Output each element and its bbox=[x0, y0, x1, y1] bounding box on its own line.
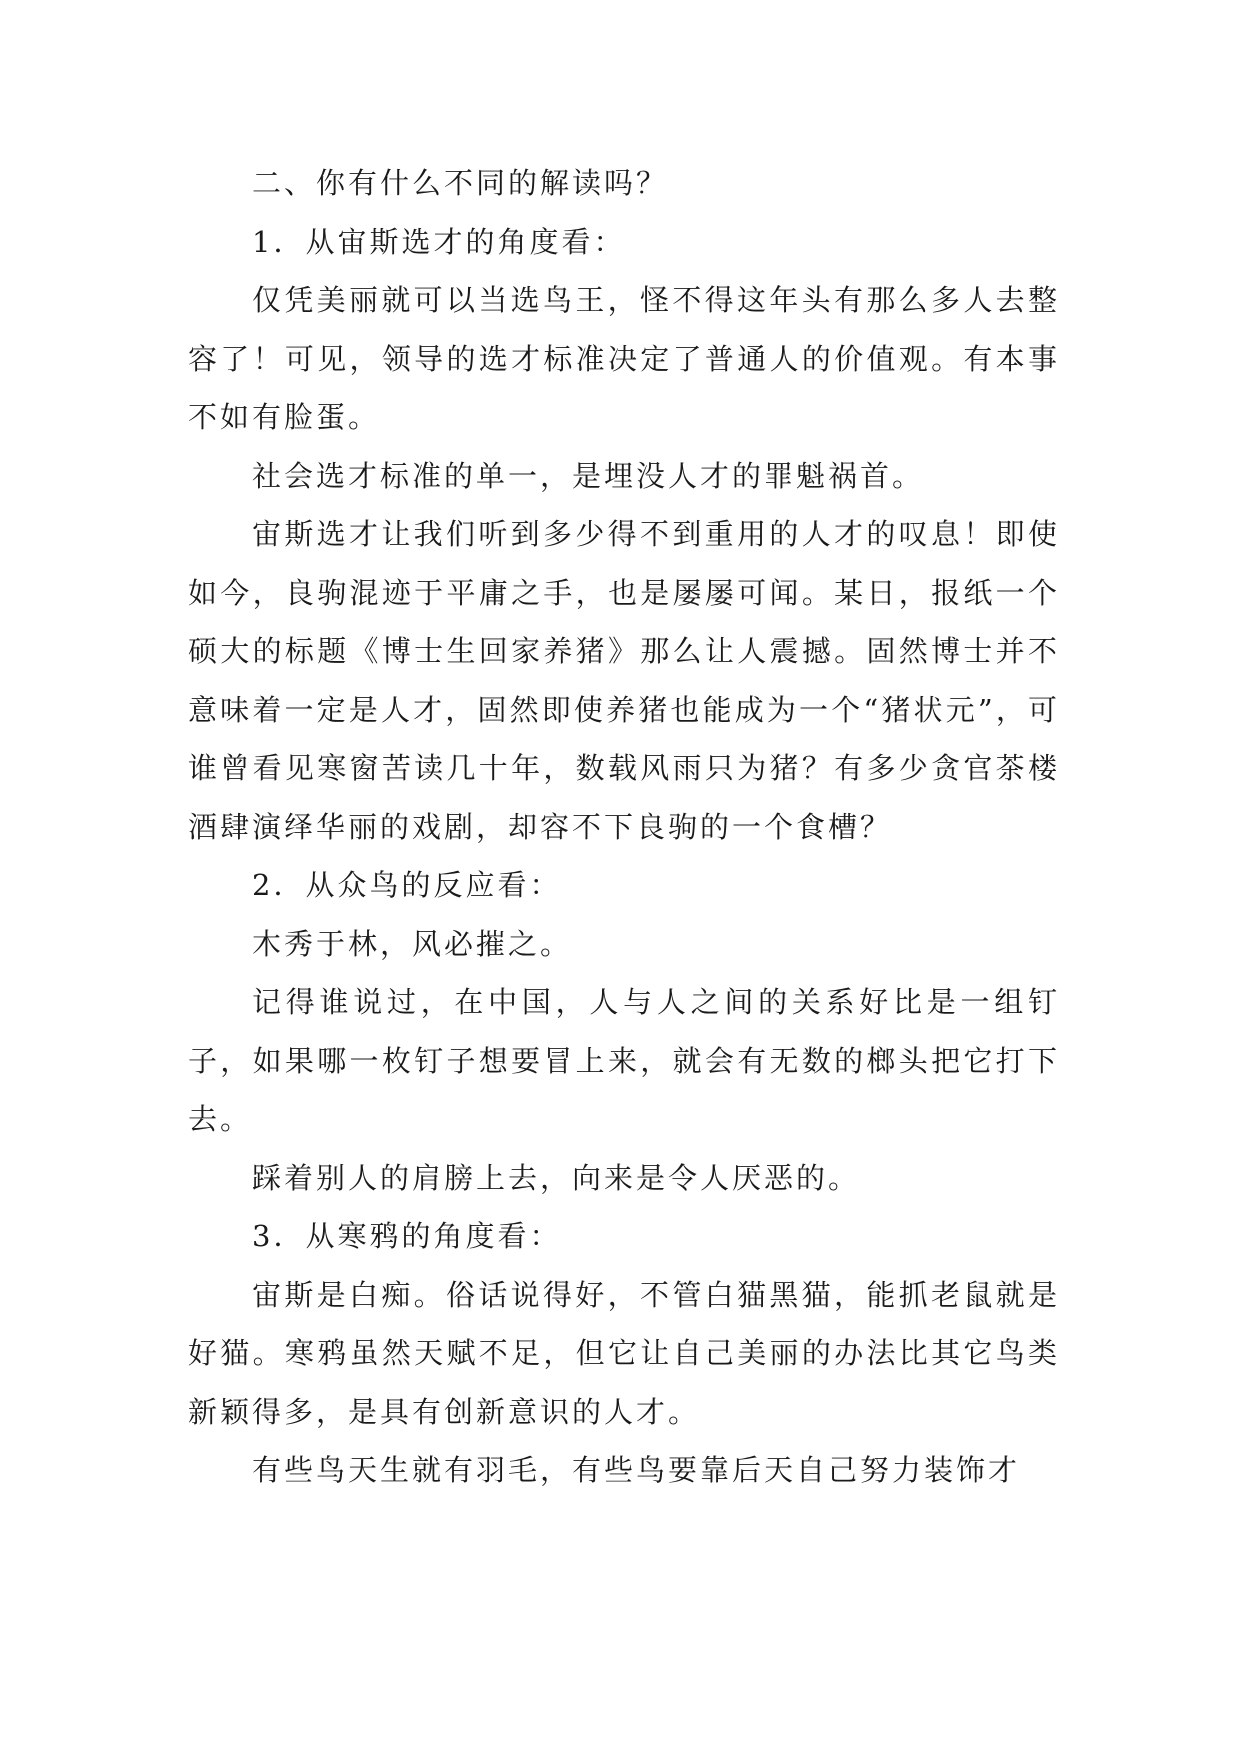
subheading-jackdaw: 3．从寒鸦的角度看： bbox=[252, 1219, 562, 1253]
paragraph: 踩着别人的肩膀上去，向来是令人厌恶的。 bbox=[252, 1160, 861, 1195]
paragraph: 宙斯选才让我们听到多少得不到重用的人才的叹息！即使如今，良驹混迹于平庸之手，也是屡屡可闻。某日，报纸一个硕大的标题《博士生回家养猪》那么让人震撼。固然博士并不意味着一定是人才，固然即使养猪也能成为一个“猪状元”，可谁曾看见寒窗苦读几十年，数载风雨只为猪？有多少贪官茶楼酒肆演绎华丽的戏剧，却容不下良驹的一个食槽？ bbox=[188, 517, 1060, 844]
paragraph: 木秀于林，风必摧之。 bbox=[252, 926, 573, 961]
section-heading: 二、你有什么不同的解读吗？ bbox=[252, 166, 669, 200]
paragraph: 仅凭美丽就可以当选鸟王，怪不得这年头有那么多人去整容了！可见，领导的选才标准决定了普通人的价值观。有本事不如有脸蛋。 bbox=[188, 283, 1060, 434]
paragraph: 社会选才标准的单一，是埋没人才的罪魁祸首。 bbox=[252, 458, 925, 493]
paragraph: 有些鸟天生就有羽毛，有些鸟要靠后天自己努力装饰才 bbox=[252, 1453, 1021, 1487]
document-body bbox=[188, 154, 1060, 1500]
subheading-zeus: 1．从宙斯选才的角度看： bbox=[252, 224, 626, 259]
subheading-birds: 2．从众鸟的反应看： bbox=[252, 868, 562, 902]
paragraph: 记得谁说过，在中国，人与人之间的关系好比是一组钉子，如果哪一枚钉子想要冒上来，就会有无数的榔头把它打下去。 bbox=[188, 985, 1060, 1136]
paragraph: 宙斯是白痴。俗话说得好，不管白猫黑猫，能抓老鼠就是好猫。寒鸦虽然天赋不足，但它让自己美丽的办法比其它鸟类新颖得多，是具有创新意识的人才。 bbox=[188, 1277, 1060, 1429]
